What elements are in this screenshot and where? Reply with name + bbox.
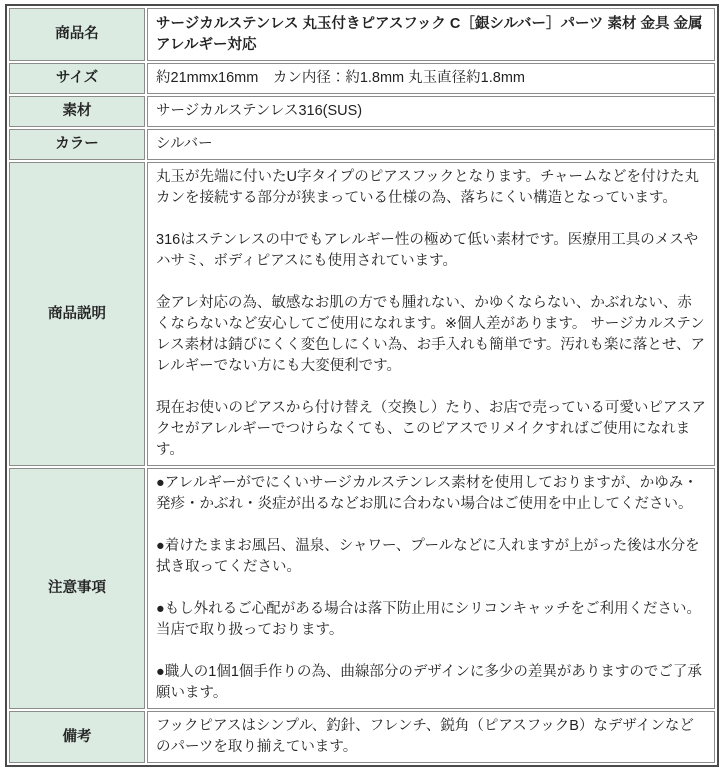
- description-paragraph: 金アレ対応の為、敏感なお肌の方でも腫れない、かゆくならない、かぶれない、赤くならないなど安心してご使用になれます。※個人差があります。 サージカルステンレス素材は錆びにくく変色しにくい為、お手入れも簡単です。汚れも楽に落とせ、アレルギーでない方にも大変便利です。: [156, 295, 705, 374]
- table-row-size: [9, 63, 715, 94]
- table-row-description: [9, 162, 715, 466]
- table-row-precautions: [9, 468, 715, 709]
- row-header-material: 素材: [9, 96, 145, 127]
- size-value: 約21mmx16mm カン内径：約1.8mm 丸玉直径約1.8mm: [147, 63, 715, 94]
- description-paragraph: 丸玉が先端に付いたU字タイプのピアスフックとなります。チャームなどを付けた丸カンを接続する部分が狭まっている仕様の為、落ちにくい構造となっています。: [156, 169, 700, 206]
- row-header-remarks: 備考: [9, 711, 145, 763]
- table-row-material: [9, 96, 715, 127]
- table-row-remarks: [9, 711, 715, 763]
- precaution-item: ●もし外れるご心配がある場合は落下防止用にシリコンキャッチをご利用ください。当店で取り扱っております。: [156, 601, 701, 638]
- material-value: サージカルステンレス316(SUS): [147, 96, 715, 127]
- row-header-description: 商品説明: [9, 162, 145, 466]
- precaution-item: ●着けたままお風呂、温泉、シャワー、プールなどに入れますが上がった後は水分を拭き取ってください。: [156, 538, 700, 575]
- table-row-color: [9, 129, 715, 160]
- description-paragraph: 現在お使いのピアスから付け替え（交換し）たり、お店で売っている可愛いピアスアクセがアレルギーでつけらなくても、このピアスでリメイクすればご使用になれます。: [156, 400, 706, 458]
- description-paragraph: 316はステンレスの中でもアレルギー性の極めて低い素材です。医療用工具のメスやハサミ、ボディピアスにも使用されています。: [156, 232, 699, 269]
- precaution-item: ●アレルギーがでにくいサージカルステンレス素材を使用しておりますが、かゆみ・発疹・かぶれ・炎症が出るなどお肌に合わない場合はご使用を中止してください。: [156, 475, 698, 512]
- row-header-color: カラー: [9, 129, 145, 160]
- precaution-item: ●職人の1個1個手作りの為、曲線部分のデザインに多少の差異がありますのでご了承願います。: [156, 664, 702, 701]
- description-value: [147, 162, 715, 466]
- table-row-product-name: [9, 8, 715, 61]
- row-header-precautions: 注意事項: [9, 468, 145, 709]
- precautions-value: [147, 468, 715, 709]
- product-name-value: サージカルステンレス 丸玉付きピアスフック C［銀シルバー］パーツ 素材 金具 金属アレルギー対応: [147, 8, 715, 61]
- row-header-product-name: 商品名: [9, 8, 145, 61]
- row-header-size: サイズ: [9, 63, 145, 94]
- product-spec-table: [5, 4, 719, 767]
- remarks-value: フックピアスはシンプル、釣針、フレンチ、鋭角（ピアスフックB）なデザインなどのパーツを取り揃えています。: [147, 711, 715, 763]
- color-value: シルバー: [147, 129, 715, 160]
